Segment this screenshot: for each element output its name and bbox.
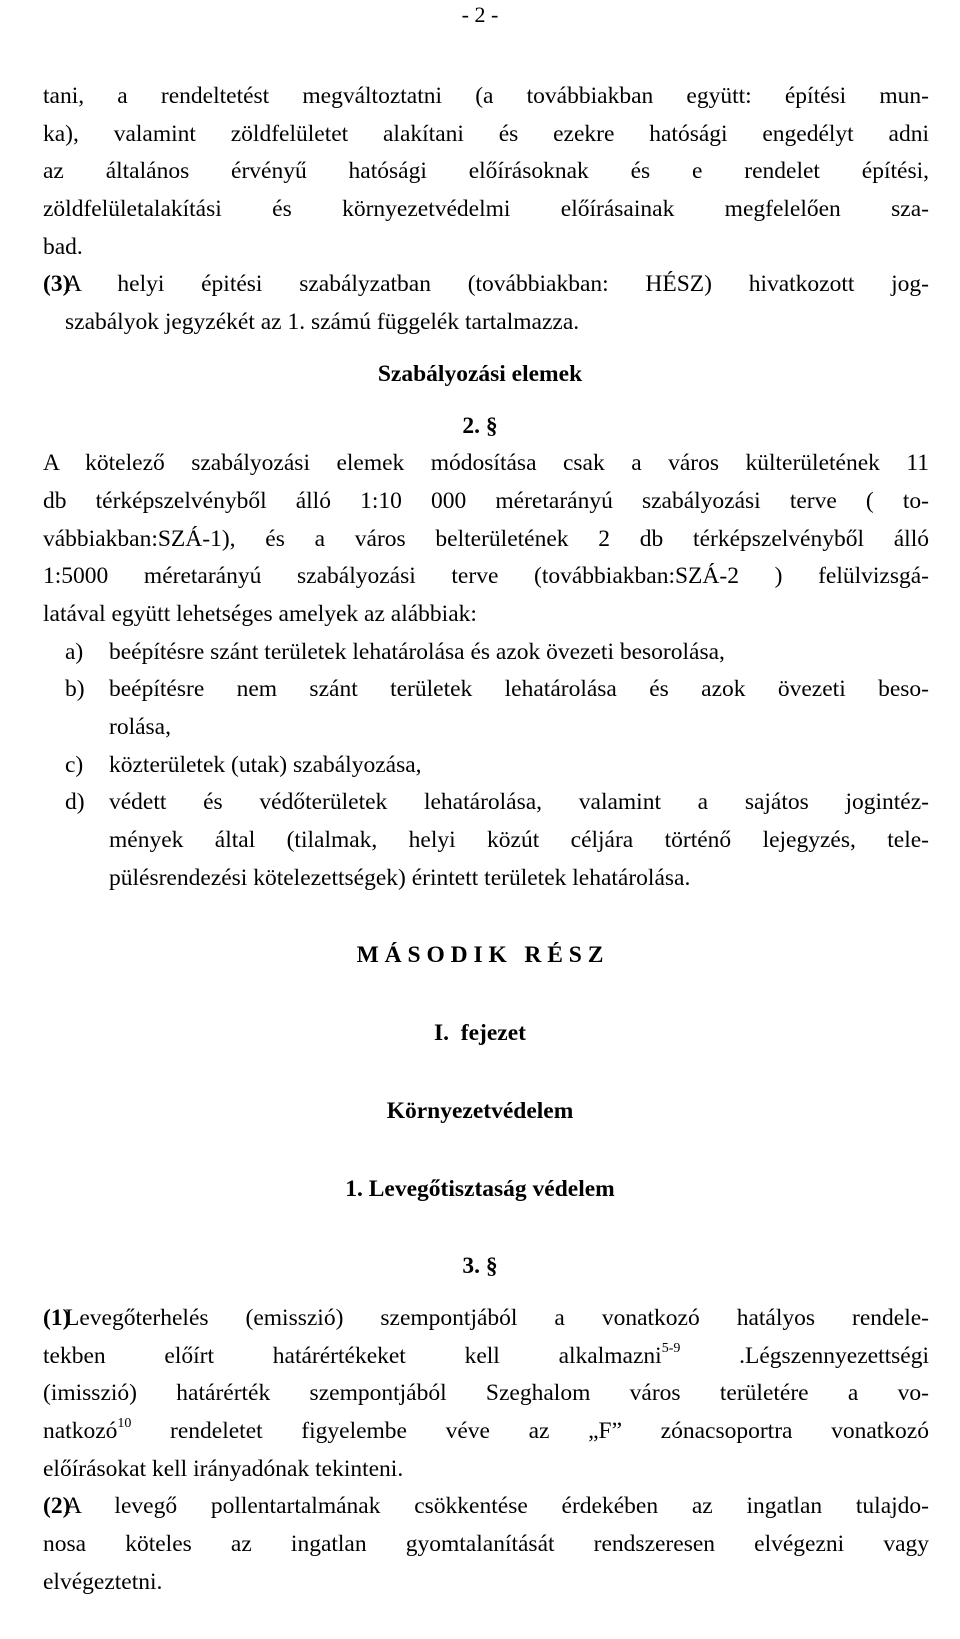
text-line: (3)A helyi épitési szabályzatban (továbbiakban: HÉSZ) hivatkozott jog-: [65, 266, 929, 304]
text-line: nosa köteles az ingatlan gyomtalanítását rendszeresen elvégezni vagy: [43, 1531, 929, 1557]
heading-szabalyozasi-elemek: Szabályozási elemek: [377, 360, 583, 387]
paragraph-3-2: [43, 1488, 929, 1526]
spacer: [43, 1286, 929, 1300]
spacer: [43, 897, 929, 937]
heading-air: 1. Levegőtisztaság védelem: [345, 1175, 615, 1202]
document-body: [43, 78, 929, 1601]
text-line: (1)Levegőterhelés (emisszió) szempontjából a vonatkozó hatályos rendele-: [65, 1300, 929, 1338]
list-item-a: a) beépítésre szánt területek lehatárolása és azok övezeti besorolása,: [65, 638, 725, 665]
text-line: az általános érvényű hatósági előírásoknak és e rendelet építési,: [43, 158, 929, 185]
text-line: tekben előírt határértékeket kell alkalmazni$^{5-9}$ .Légszennyezettségi: [43, 1340, 929, 1369]
paragraph-3-1: [43, 1300, 929, 1338]
text-line: ka), valamint zöldfelületet alakítani és ezekre hatósági engedélyt adni: [43, 120, 929, 147]
spacer: [43, 1053, 929, 1093]
text-line: latával együtt lehetséges amelyek az alábbiak:: [43, 600, 477, 627]
text-line: db térképszelvényből álló 1:10 000 méretarányú szabályozási terve ( to-: [43, 487, 929, 514]
heading-chapter: I. fejezet: [434, 1020, 526, 1047]
text-line: zöldfelületalakítási és környezetvédelmi előírásainak megfelelően sza-: [43, 196, 929, 223]
text-line: (imisszió) határérték szempontjából Szeghalom város területére a vo-: [43, 1380, 929, 1407]
spacer: [43, 975, 929, 1015]
text-line: 1:5000 méretarányú szabályozási terve (továbbiakban:SZÁ-2 ) felülvizsgá-: [43, 563, 929, 590]
list-item-d: d) védett és védőterületek lehatárolása, valamint a sajátos jogintéz-: [65, 789, 929, 816]
text-line: rolása,: [109, 714, 171, 740]
heading-environment: Környezetvédelem: [386, 1097, 574, 1124]
paragraph-number: (2): [43, 1493, 71, 1520]
text-line: elvégeztetni.: [43, 1568, 163, 1595]
spacer: [43, 1131, 929, 1171]
section-2-heading: 2. §: [462, 412, 498, 439]
text-line: natkozó$^{10}$ rendeletet figyelembe véve az „F” zónacsoportra vonatkozó: [43, 1416, 929, 1444]
text-line: előírásokat kell irányadónak tekinteni.: [43, 1455, 404, 1482]
text-line: (2)A levegő pollentartalmának csökkentése érdekében az ingatlan tulajdo-: [65, 1488, 929, 1526]
list-item-b: b) beépítésre nem szánt területek lehatárolása és azok övezeti beso-: [65, 676, 929, 703]
paragraph-number: (1): [43, 1304, 71, 1331]
page-number: - 2 -: [461, 2, 499, 27]
paragraph-3: [43, 266, 929, 341]
section-3-heading: 3. §: [462, 1253, 498, 1280]
text-line: vábbiakban:SZÁ-1), és a város belterületének 2 db térképszelvényből álló: [43, 525, 929, 552]
list: [65, 634, 929, 898]
text-line: tani, a rendeltetést megváltoztatni (a továbbiakban együtt: építési mun-: [43, 83, 929, 109]
text-line: pülésrendezési kötelezettségek) érintett területek lehatárolása.: [109, 864, 691, 891]
text-line: bad.: [43, 233, 83, 260]
spacer: [43, 1208, 929, 1248]
text-line: szabályok jegyzékét az 1. számú függelék tartalmazza.: [65, 309, 580, 336]
list-item-c: c) közterületek (utak) szabályozása,: [65, 751, 422, 778]
spacer: [43, 394, 929, 408]
text-line: mények által (tilalmak, helyi közút céljára történő lejegyzés, tele-: [109, 827, 929, 854]
heading-part: M Á S O D I K R É S Z: [356, 942, 604, 969]
text-line: A kötelező szabályozási elemek módosítása csak a város külterületének 11: [43, 450, 929, 477]
paragraph-number: (3): [43, 271, 71, 298]
spacer: [43, 342, 929, 356]
